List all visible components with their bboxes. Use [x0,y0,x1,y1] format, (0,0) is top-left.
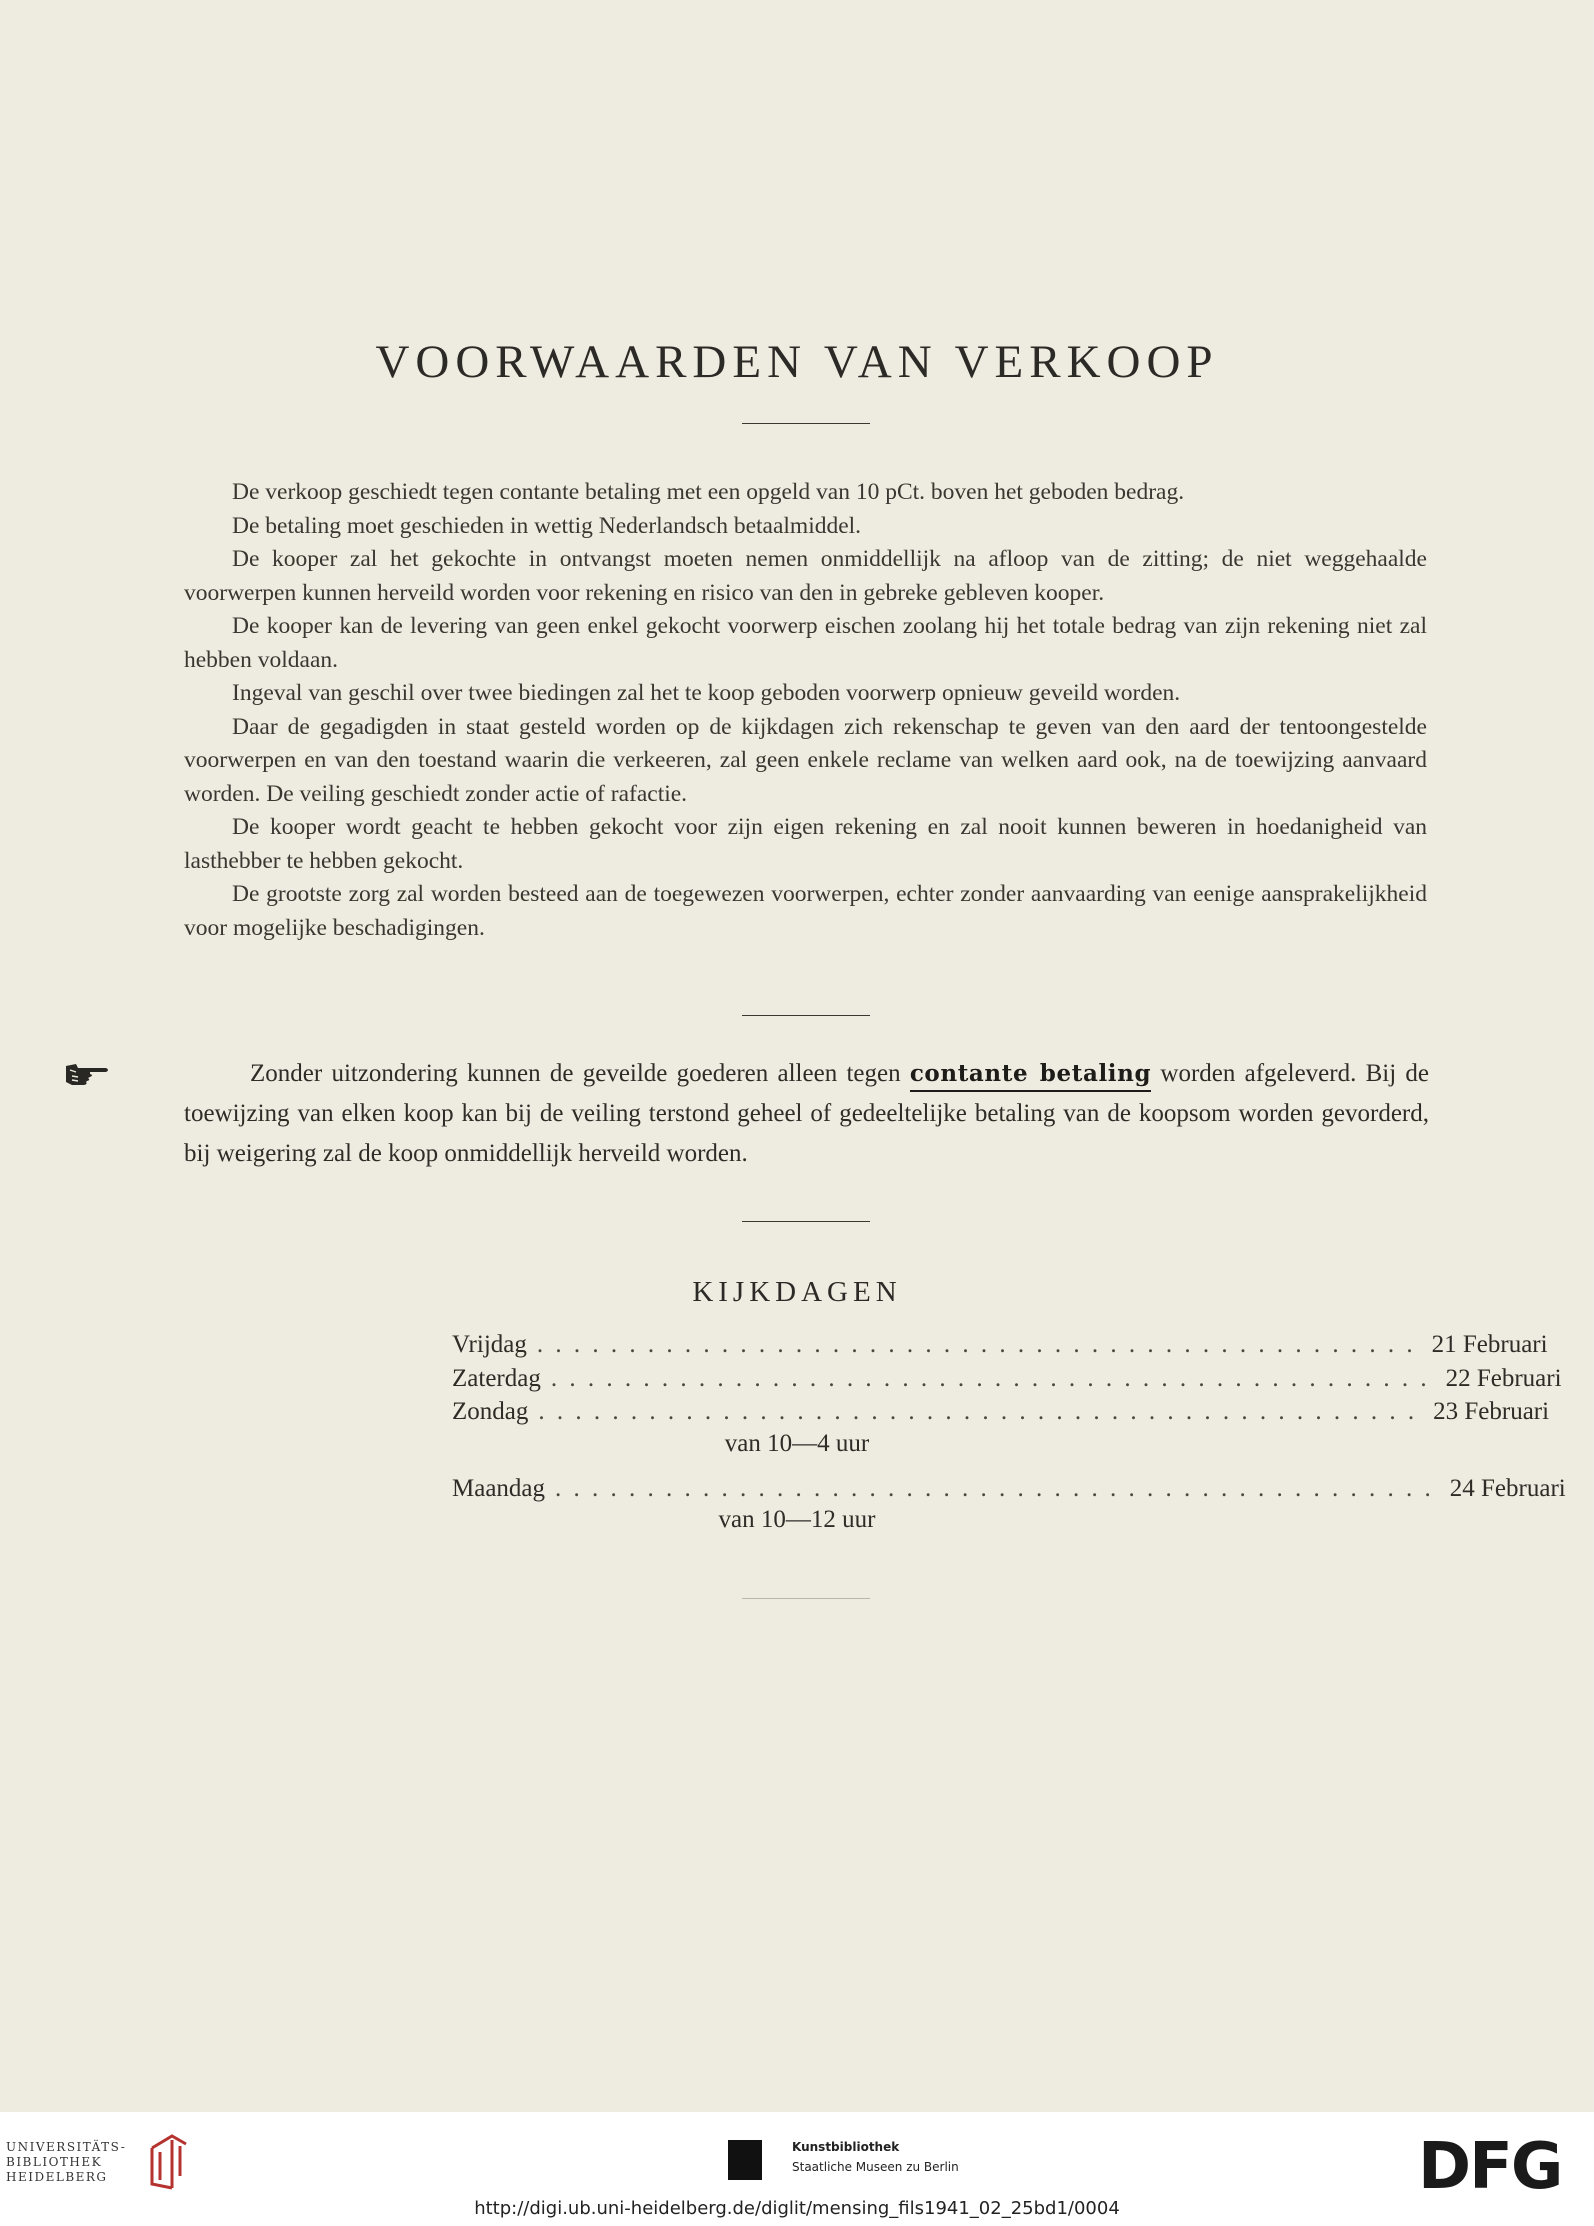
payment-notice [184,1054,1429,1174]
condition-paragraph: Daar de gegadigden in staat gesteld worden op de kijkdagen zich rekenschap te geven van den aard der tentoongestelde voorwerpen en van den toestand waarin die verkeeren, zal geen enkele reclame van welken aard ook, na de toewijzing aanvaard worden. De veiling geschiedt zonder actie of rafactie. [184,713,1427,807]
page-title: VOORWAARDEN VAN VERKOOP [375,336,1219,388]
condition-paragraph: De grootste zorg zal worden besteed aan de toegewezen voorwerpen, echter zonder aanvaarding van eenige aansprakelijkheid voor mogelijke beschadigingen. [184,881,1427,941]
divider-rule [742,1015,870,1016]
condition-paragraph: De kooper zal het gekochte in ontvangst moeten nemen onmiddellijk na afloop van de zitting; de niet weggehaalde voorwerpen kunnen herveild worden voor rekening en risico van den in gebreke gebleven kooper. [184,546,1427,606]
condition-paragraph: De kooper kan de levering van geen enkel gekocht voorwerp eischen zoolang hij het totale bedrag van zijn rekening niet zal hebben voldaan. [184,613,1427,673]
divider-rule [742,423,870,424]
condition-paragraph: Ingeval van geschil over twee biedingen zal het te koop geboden voorwerp opnieuw geveild worden. [232,680,1181,706]
condition-paragraph: De kooper wordt geacht te hebben gekocht voor zijn eigen rekening en zal nooit kunnen beweren in hoedanigheid van lasthebber te hebben gekocht. [184,814,1427,874]
viewing-day-row [452,1395,1550,1429]
dot-leader: . . . . . . . . . . . . . . . . . . . . . . . . . . . . . . . . . . . . . . . . . . . . . . . . [536,1331,1416,1358]
divider-rule [742,1598,870,1599]
source-url[interactable]: http://digi.ub.uni-heidelberg.de/diglit/mensing_fils1941_02_25bd1/0004 [474,2198,1120,2219]
viewing-hours: van 10—12 uur [718,1506,876,1533]
day-name: Zaterdag [452,1365,541,1392]
day-name: Zondag [452,1398,529,1425]
university-line: HEIDELBERG [6,2170,108,2184]
dot-leader: . . . . . . . . . . . . . . . . . . . . . . . . . . . . . . . . . . . . . . . . . . . . . . . . [538,1398,1418,1425]
day-date: 23 Februari [1433,1398,1550,1425]
pointing-hand-icon [64,1060,110,1088]
kunstbibliothek-label [792,2137,959,2177]
day-date: 22 Februari [1445,1365,1562,1392]
day-date: 21 Februari [1431,1331,1548,1358]
university-logo-icon [146,2134,192,2190]
kunstbibliothek-subtitle: Staatliche Museen zu Berlin [792,2160,959,2174]
university-line: BIBLIOTHEK [6,2155,103,2169]
day-name: Vrijdag [452,1331,527,1358]
university-line: UNIVERSITÄTS- [6,2140,127,2154]
conditions-text [184,476,1427,945]
kunstbibliothek-logo-icon [728,2140,762,2180]
condition-paragraph: De betaling moet geschieden in wettig Nederlandsch betaalmiddel. [232,512,862,539]
dot-leader: . . . . . . . . . . . . . . . . . . . . . . . . . . . . . . . . . . . . . . . . . . . . . . . . [550,1365,1430,1392]
notice-text-end: worden afgeleverd. Bij de toewijzing van elken koop kan bij de veiling terstond geheel of gedeeltelijke betaling van de koopsom worden gevorderd, bij weigering zal de koop onmiddellijk herveild worden. [184,1060,1429,1167]
viewing-day-row [452,1472,1566,1506]
viewing-day-row [452,1362,1562,1396]
viewing-days-heading: KIJKDAGEN [692,1276,902,1308]
notice-emphasis: contante betaling [910,1060,1151,1092]
dfg-logo: DFG [1418,2130,1562,2204]
viewing-day-row [452,1328,1548,1362]
divider-rule [742,1221,870,1222]
viewing-hours: van 10—4 uur [724,1430,870,1457]
condition-paragraph: De verkoop geschiedt tegen contante betaling met een opgeld van 10 pCt. boven het geboden bedrag. [232,479,1185,505]
kunstbibliothek-name: Kunstbibliothek [792,2140,900,2154]
day-name: Maandag [452,1475,546,1502]
digitization-footer [0,2112,1594,2226]
day-date: 24 Februari [1449,1475,1566,1502]
university-library-label [6,2140,126,2185]
dot-leader: . . . . . . . . . . . . . . . . . . . . . . . . . . . . . . . . . . . . . . . . . . . . . . . . [555,1475,1434,1502]
notice-text-start: Zonder uitzondering kunnen de geveilde goederen alleen tegen [250,1060,901,1087]
